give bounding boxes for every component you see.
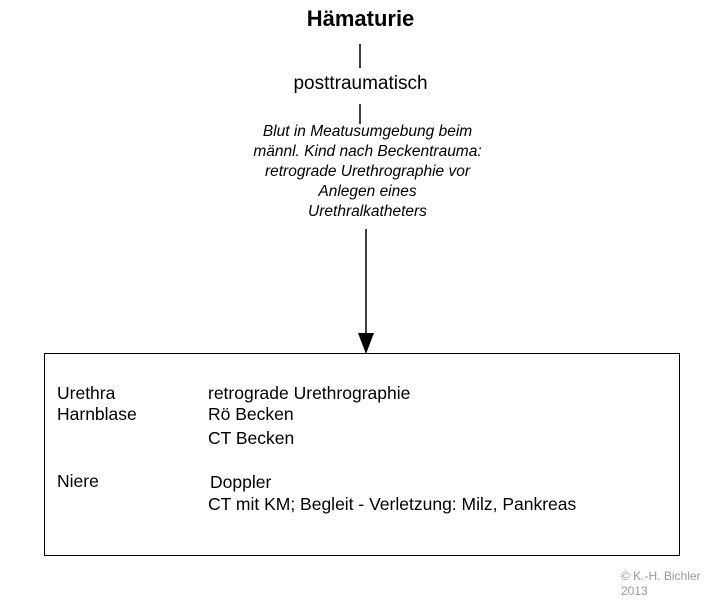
note-line: Anlegen eines (318, 183, 417, 200)
diagram-title: Hämaturie (306, 6, 415, 31)
item-ct-mit-km: CT mit KM; Begleit - Verletzung: Milz, Pankreas (208, 494, 577, 514)
copyright-year: 2013 (621, 584, 648, 598)
subtitle: posttraumatisch (293, 73, 428, 94)
label-niere: Niere (57, 471, 99, 491)
copyright-line: © K.-H. Bichler (621, 569, 701, 583)
note-line: retrograde Urethrographie vor (264, 163, 471, 180)
diagnostics-box (44, 353, 680, 556)
arrow-head (358, 333, 374, 354)
item-ct-becken: CT Becken (208, 428, 295, 448)
item-retrograde-urethrographie: retrograde Urethrographie (208, 383, 411, 403)
clinical-note (195, 122, 540, 222)
copyright-notice (621, 569, 701, 599)
note-line: männl. Kind nach Beckentrauma: (253, 143, 482, 160)
note-line: Urethralkatheters (308, 203, 427, 220)
label-urethra: Urethra (57, 383, 116, 403)
note-line: Blut in Meatusumgebung beim (262, 123, 473, 140)
item-doppler: Doppler (210, 472, 272, 492)
item-roe-becken: Rö Becken (208, 404, 294, 424)
label-harnblase: Harnblase (57, 404, 137, 424)
